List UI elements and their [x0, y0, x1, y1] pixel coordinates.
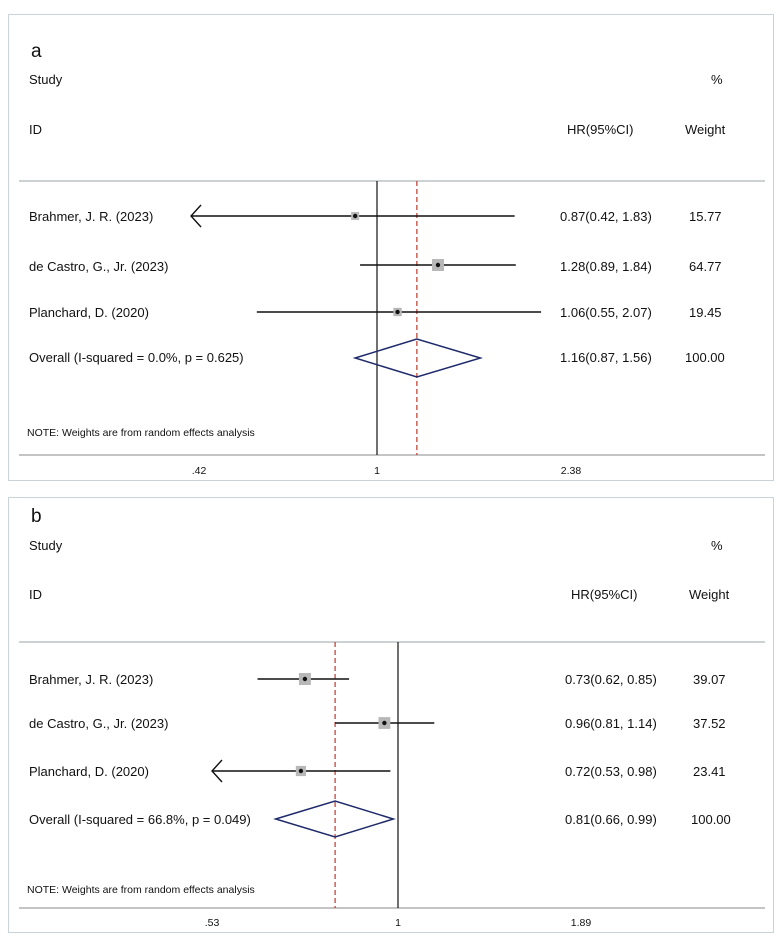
- weight-value: 64.77: [689, 259, 722, 274]
- point-estimate: [395, 310, 399, 314]
- id-header: ID: [29, 122, 42, 137]
- hr-ci-value: 0.72(0.53, 0.98): [565, 764, 657, 779]
- study-name: Planchard, D. (2020): [29, 305, 149, 320]
- hr-ci-value: 1.28(0.89, 1.84): [560, 259, 652, 274]
- overall-name: Overall (I-squared = 0.0%, p = 0.625): [29, 350, 244, 365]
- x-tick-label: .42: [191, 465, 207, 477]
- weight-value: 15.77: [689, 209, 722, 224]
- weight-value: 23.41: [693, 764, 726, 779]
- weight-header: Weight: [689, 587, 730, 602]
- weight-value: 19.45: [689, 305, 722, 320]
- hr-ci-value: 0.73(0.62, 0.85): [565, 672, 657, 687]
- x-tick-label: 1.89: [570, 917, 592, 929]
- weight-value: 100.00: [685, 350, 725, 365]
- study-name: de Castro, G., Jr. (2023): [29, 716, 169, 731]
- percent-header: %: [711, 538, 723, 553]
- x-tick-label: 2.38: [560, 465, 582, 477]
- hr-ci-value: 0.96(0.81, 1.14): [565, 716, 657, 731]
- hr-ci-value: 1.06(0.55, 2.07): [560, 305, 652, 320]
- study-name: Brahmer, J. R. (2023): [29, 209, 154, 224]
- forest-plot-a: [9, 15, 775, 482]
- hr-header: HR(95%CI): [571, 587, 638, 602]
- hr-header: HR(95%CI): [567, 122, 634, 137]
- percent-header: %: [711, 72, 723, 87]
- x-tick-label: 1: [395, 917, 401, 929]
- point-estimate: [353, 214, 357, 218]
- point-estimate: [299, 769, 303, 773]
- x-tick-label: 1: [374, 465, 380, 477]
- study-name: Brahmer, J. R. (2023): [29, 672, 154, 687]
- panel-label: a: [31, 41, 42, 62]
- panel-label: b: [31, 506, 42, 527]
- overall-name: Overall (I-squared = 66.8%, p = 0.049): [29, 812, 251, 827]
- weight-value: 37.52: [693, 716, 726, 731]
- note-text: NOTE: Weights are from random effects analysis: [27, 427, 255, 439]
- hr-ci-value: 0.81(0.66, 0.99): [565, 812, 657, 827]
- point-estimate: [382, 721, 386, 725]
- note-text: NOTE: Weights are from random effects analysis: [27, 884, 255, 896]
- hr-ci-value: 0.87(0.42, 1.83): [560, 209, 652, 224]
- weight-header: Weight: [685, 122, 726, 137]
- weight-value: 39.07: [693, 672, 726, 687]
- study-header: Study: [29, 72, 63, 87]
- forest-plot-b: [9, 498, 775, 934]
- study-name: de Castro, G., Jr. (2023): [29, 259, 169, 274]
- forest-plot-panel-a: [8, 14, 774, 481]
- point-estimate: [436, 263, 440, 267]
- overall-diamond: [355, 339, 480, 377]
- forest-plot-panel-b: [8, 497, 774, 933]
- id-header: ID: [29, 587, 42, 602]
- weight-value: 100.00: [691, 812, 731, 827]
- study-name: Planchard, D. (2020): [29, 764, 149, 779]
- x-tick-label: .53: [204, 917, 220, 929]
- point-estimate: [303, 677, 307, 681]
- study-header: Study: [29, 538, 63, 553]
- hr-ci-value: 1.16(0.87, 1.56): [560, 350, 652, 365]
